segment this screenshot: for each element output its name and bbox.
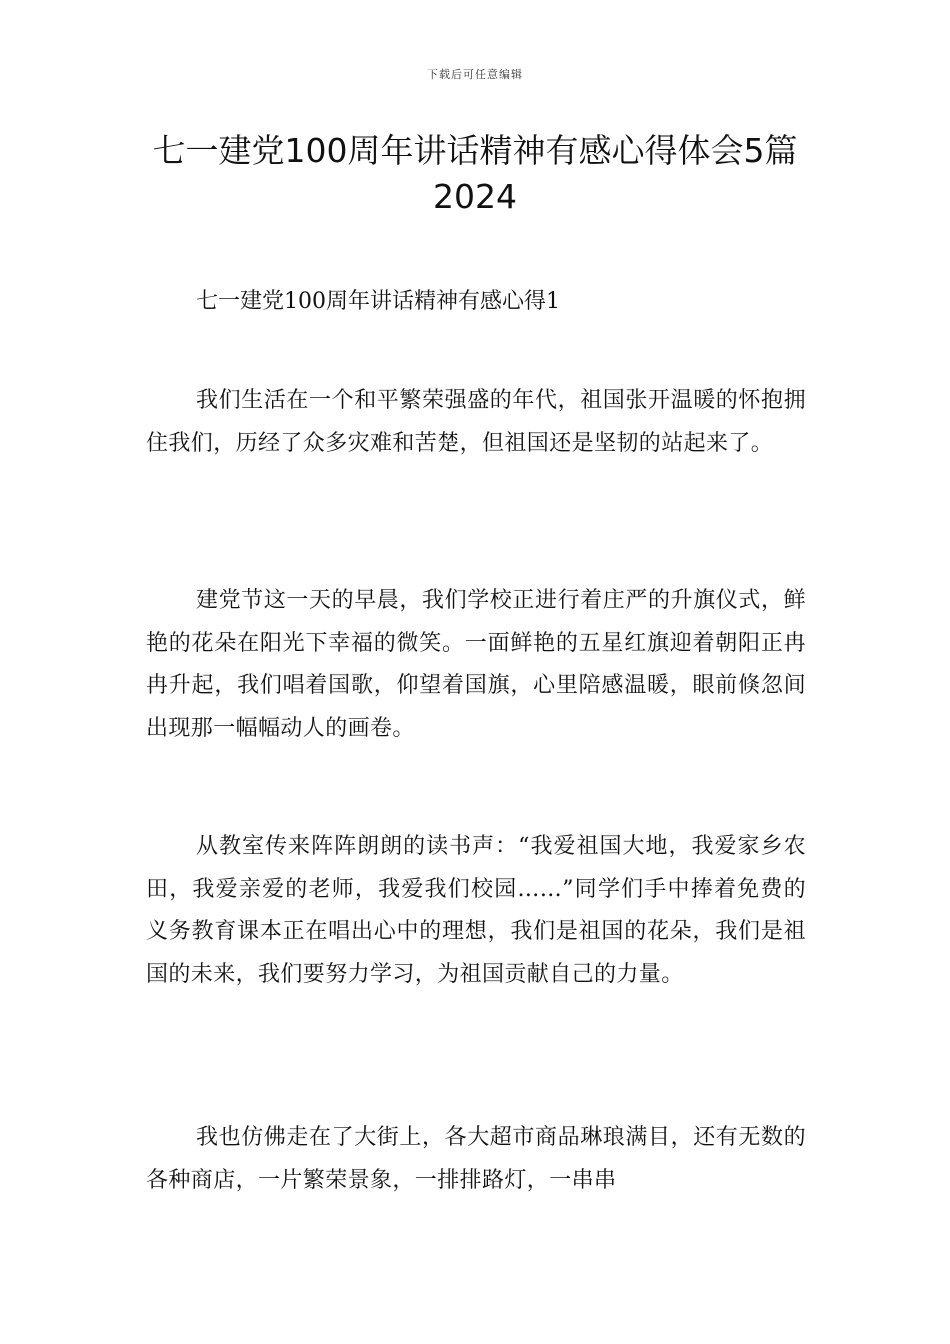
- document-title: 七一建党100周年讲话精神有感心得体会5篇2024: [152, 131, 798, 216]
- paragraph-1: 我们生活在一个和平繁荣强盛的年代，祖国张开温暖的怀抱拥住我们，历经了众多灾难和苦楚，但祖国还是坚韧的站起来了。: [146, 388, 806, 456]
- header-note: 下载后可任意编辑: [427, 68, 523, 81]
- paragraph-2: 建党节这一天的早晨，我们学校正进行着庄严的升旗仪式，鲜艳的花朵在阳光下幸福的微笑。一面鲜艳的五星红旗迎着朝阳正冉冉升起，我们唱着国歌，仰望着国旗，心里陪感温暖，眼前倏忽间出现那一幅幅动人的画卷。: [146, 588, 806, 741]
- paragraph-3: 从教室传来阵阵朗朗的读书声：“我爱祖国大地，我爱家乡农田，我爱亲爱的老师，我爱我们校园……”同学们手中捧着免费的义务教育课本正在唱出心中的理想，我们是祖国的花朵，我们是祖国的未来，我们要努力学习，为祖国贡献自己的力量。: [146, 834, 806, 987]
- paragraph-4: 我也仿佛走在了大街上，各大超市商品琳琅满目，还有无数的各种商店，一片繁荣景象，一排排路灯，一串串: [146, 1125, 806, 1193]
- section-heading: 七一建党100周年讲话精神有感心得1: [196, 289, 560, 314]
